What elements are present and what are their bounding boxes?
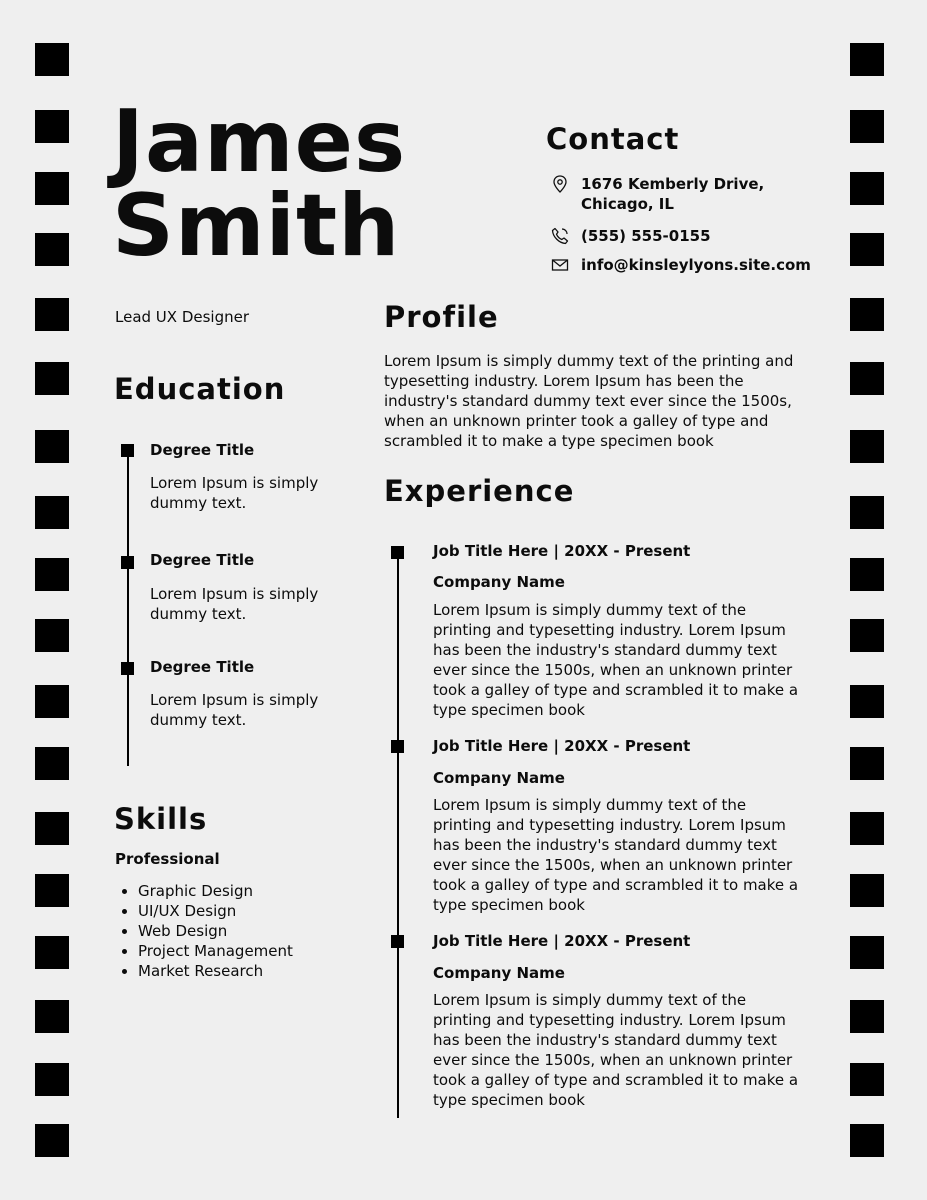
company-name: Company Name — [433, 964, 565, 982]
company-name: Company Name — [433, 573, 565, 591]
border-square — [850, 233, 884, 266]
degree-text: Lorem Ipsum is simply dummy text. — [150, 585, 319, 623]
degree-title: Degree Title — [150, 551, 255, 569]
border-square — [35, 496, 69, 529]
border-square — [35, 1063, 69, 1096]
degree-title: Degree Title — [150, 658, 255, 676]
border-square — [35, 430, 69, 463]
border-square — [850, 362, 884, 395]
first-name: James — [112, 92, 407, 192]
border-square — [850, 110, 884, 143]
skills-subheading: Professional — [115, 850, 220, 868]
border-square — [850, 1063, 884, 1096]
border-square — [850, 298, 884, 331]
last-name: Smith — [112, 176, 401, 276]
skill-item: • Graphic Design — [138, 881, 293, 901]
skill-item: • Market Research — [138, 961, 293, 981]
skills-heading: Skills — [114, 802, 208, 836]
border-square — [35, 362, 69, 395]
job-title: Job Title Here | 20XX - Present — [433, 542, 691, 560]
border-square — [850, 936, 884, 969]
contact-heading: Contact — [546, 122, 680, 156]
border-square — [35, 874, 69, 907]
skill-item: • UI/UX Design — [138, 901, 293, 921]
profile-heading: Profile — [384, 300, 499, 334]
border-square — [850, 747, 884, 780]
border-square — [35, 619, 69, 652]
phone-icon — [550, 226, 570, 246]
border-square — [35, 1124, 69, 1157]
experience-heading: Experience — [384, 474, 575, 508]
border-square — [35, 1000, 69, 1033]
experience-timeline-line — [397, 548, 399, 1118]
education-heading: Education — [114, 372, 286, 406]
profile-text: Lorem Ipsum is simply dummy text of the printing and typesetting industry. Lorem Ipsum has been the industry's standard dummy text ever since the 1500s, when an unknown printer took a galley of type and scrambled it to make a type specimen book — [384, 352, 794, 450]
border-square — [35, 936, 69, 969]
skills-list — [120, 881, 293, 981]
experience-bullet — [391, 546, 404, 559]
degree-title: Degree Title — [150, 441, 255, 459]
education-timeline-line — [127, 446, 129, 766]
border-square — [850, 43, 884, 76]
email-text[interactable]: info@kinsleylyons.site.com — [581, 256, 811, 274]
border-square — [850, 812, 884, 845]
job-title: Job Title Here | 20XX - Present — [433, 932, 691, 950]
border-square — [850, 619, 884, 652]
envelope-icon — [550, 255, 570, 275]
border-square — [35, 298, 69, 331]
skill-item: • Web Design — [138, 921, 293, 941]
education-bullet — [121, 556, 134, 569]
address-text: 1676 Kemberly Drive, Chicago, IL — [581, 175, 765, 213]
experience-bullet — [391, 740, 404, 753]
border-square — [35, 233, 69, 266]
job-role: Lead UX Designer — [115, 308, 250, 326]
phone-text: (555) 555-0155 — [581, 227, 711, 245]
border-square — [850, 685, 884, 718]
experience-bullet — [391, 935, 404, 948]
location-pin-icon — [550, 174, 570, 194]
degree-text: Lorem Ipsum is simply dummy text. — [150, 691, 319, 729]
border-square — [850, 430, 884, 463]
job-description: Lorem Ipsum is simply dummy text of the printing and typesetting industry. Lorem Ipsum has been the industry's standard dummy text ever since the 1500s, when an unknown printer took a galley of type and scrambled it to make a type specimen book — [433, 796, 799, 914]
company-name: Company Name — [433, 769, 565, 787]
border-square — [35, 172, 69, 205]
border-square — [35, 43, 69, 76]
job-description: Lorem Ipsum is simply dummy text of the printing and typesetting industry. Lorem Ipsum has been the industry's standard dummy text ever since the 1500s, when an unknown printer took a galley of type and scrambled it to make a type specimen book — [433, 601, 799, 719]
border-square — [850, 1000, 884, 1033]
skill-item: • Project Management — [138, 941, 293, 961]
border-square — [850, 496, 884, 529]
degree-text: Lorem Ipsum is simply dummy text. — [150, 474, 319, 512]
border-square — [35, 558, 69, 591]
border-square — [35, 812, 69, 845]
education-bullet — [121, 662, 134, 675]
border-square — [35, 747, 69, 780]
candidate-name — [112, 92, 407, 276]
border-square — [35, 685, 69, 718]
border-square — [35, 110, 69, 143]
job-description: Lorem Ipsum is simply dummy text of the printing and typesetting industry. Lorem Ipsum has been the industry's standard dummy text ever since the 1500s, when an unknown printer took a galley of type and scrambled it to make a type specimen book — [433, 991, 799, 1109]
border-square — [850, 172, 884, 205]
border-square — [850, 558, 884, 591]
border-square — [850, 874, 884, 907]
job-title: Job Title Here | 20XX - Present — [433, 737, 691, 755]
border-square — [850, 1124, 884, 1157]
education-bullet — [121, 444, 134, 457]
